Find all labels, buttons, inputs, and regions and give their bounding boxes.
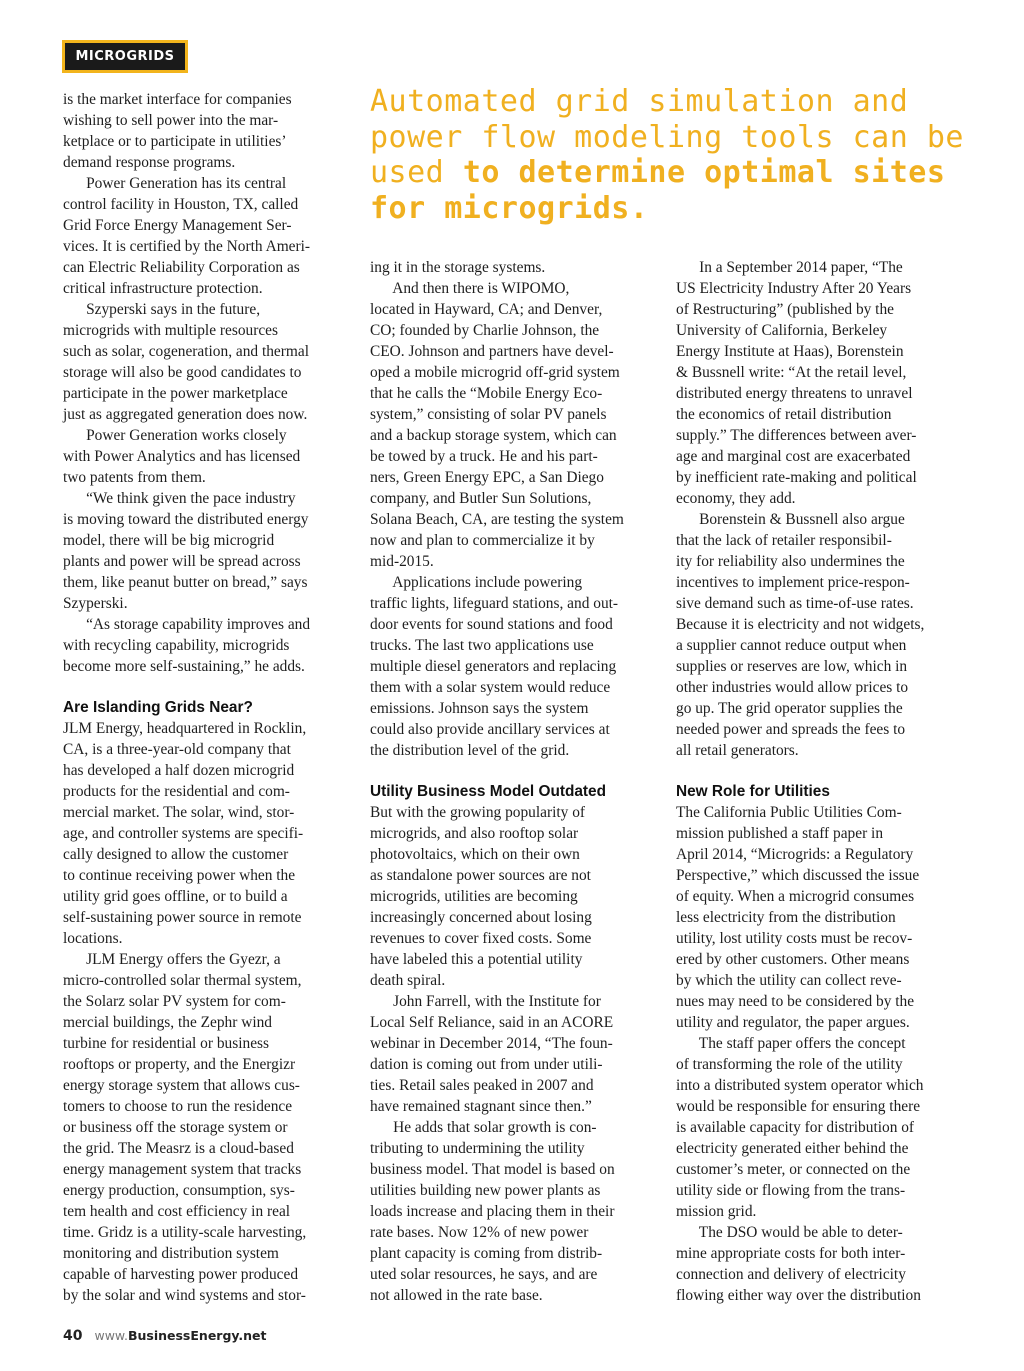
text-line: Solana Beach, CA, are testing the system [370, 511, 624, 528]
text-line: mission published a staff paper in [676, 825, 884, 842]
text-line: could also provide ancillary services at [370, 721, 610, 738]
text-line: cally designed to allow the customer [63, 846, 289, 863]
text-line: mercial buildings, the Zephr wind [63, 1014, 273, 1031]
text-line: traffic lights, lifeguard stations, and out- [370, 595, 619, 612]
text-line: CO; founded by Charlie Johnson, the [370, 322, 600, 339]
text-line: The staff paper offers the concept [676, 1035, 906, 1052]
text-line: less electricity from the distribution [676, 909, 896, 926]
pull-quote [370, 84, 990, 226]
text-line: distributed energy threatens to unravel [676, 385, 913, 402]
text-line: plant capacity is coming from distrib- [370, 1245, 603, 1262]
text-line: wishing to sell power into the mar- [63, 112, 279, 129]
text-line: by inefficient rate-making and political [676, 469, 917, 486]
text-line: them, like peanut butter on bread,” says [63, 574, 308, 591]
text-line: Power Generation works closely [63, 427, 287, 444]
text-line: mine appropriate costs for both inter- [676, 1245, 906, 1262]
text-line: now and plan to commercialize it by [370, 532, 595, 549]
text-line: time. Gridz is a utility-scale harvesting, [63, 1224, 307, 1241]
text-line: oped a mobile microgrid off-grid system [370, 364, 620, 381]
text-line: have labeled this a potential utility [370, 951, 583, 968]
text-line: such as solar, cogeneration, and thermal [63, 343, 309, 360]
text-line: death spiral. [370, 972, 446, 989]
text-line: utility and regulator, the paper argues. [676, 1014, 910, 1031]
text-line: utility side or flowing from the trans- [676, 1182, 906, 1199]
text-line: by the solar and wind systems and stor- [63, 1287, 306, 1304]
text-line: utility grid goes offline, or to build a [63, 888, 288, 905]
text-line: energy management system that tracks [63, 1161, 302, 1178]
text-line: increasingly concerned about losing [370, 909, 592, 926]
text-line: age, and controller systems are specifi- [63, 825, 304, 842]
text-line: supplies or reserves are low, which in [676, 658, 908, 675]
text-line: Local Self Reliance, said in an ACORE [370, 1014, 614, 1031]
text-line: monitoring and distribution system [63, 1245, 279, 1262]
text-line: participate in the power marketplace [63, 385, 288, 402]
website-prefix: www. [94, 1328, 128, 1343]
text-line: or business off the storage system or [63, 1119, 288, 1136]
text-line: as standalone power sources are not [370, 867, 591, 884]
text-line: tomers to choose to run the residence [63, 1098, 293, 1115]
text-line: a supplier cannot reduce output when [676, 637, 907, 654]
text-line: John Farrell, with the Institute for [370, 993, 601, 1010]
text-line: is available capacity for distribution of [676, 1119, 915, 1136]
text-line: system,” consisting of solar PV panels [370, 406, 607, 423]
text-line: micro-controlled solar thermal system, [63, 972, 302, 989]
section-tag: MICROGRIDS [62, 40, 188, 73]
text-line: The California Public Utilities Com- [676, 804, 902, 821]
text-line: photovoltaics, which on their own [370, 846, 580, 863]
text-line: In a September 2014 paper, “The [676, 259, 903, 276]
text-line: economy, they add. [676, 490, 796, 507]
text-line: just as aggregated generation does now. [63, 406, 308, 423]
text-line: tem health and cost efficiency in real [63, 1203, 291, 1220]
text-line: is moving toward the distributed energy [63, 511, 309, 528]
text-line: age and marginal cost are exacerbated [676, 448, 911, 465]
text-line: Perspective,” which discussed the issue [676, 867, 920, 884]
text-line: Grid Force Energy Management Ser- [63, 217, 292, 234]
text-line: ered by other customers. Other means [676, 951, 910, 968]
text-line: multiple diesel generators and replacing [370, 658, 617, 675]
article-column-2 [370, 257, 668, 1306]
text-line: sive demand such as time-of-use rates. [676, 595, 914, 612]
text-line: that he calls the “Mobile Energy Eco- [370, 385, 603, 402]
text-line: The DSO would be able to deter- [676, 1224, 903, 1241]
text-line: mission grid. [676, 1203, 757, 1220]
text-line: CA, is a three-year-old company that [63, 741, 291, 758]
page-number: 40 [63, 1328, 83, 1344]
text-line: “We think given the pace industry [63, 490, 296, 507]
text-line: tributing to undermining the utility [370, 1140, 585, 1157]
text-line: rate bases. Now 12% of new power [370, 1224, 589, 1241]
text-line: utilities building new power plants as [370, 1182, 601, 1199]
text-line: Applications include powering [370, 574, 583, 591]
text-line: products for the residential and com- [63, 783, 290, 800]
text-line: April 2014, “Microgrids: a Regulatory [676, 846, 914, 863]
pull-quote-bold: to determine optimal sites for microgrids. [370, 155, 946, 226]
text-line: microgrids with multiple resources [63, 322, 278, 339]
text-line: demand response programs. [63, 154, 236, 171]
text-line: by which the utility can collect reve- [676, 972, 902, 989]
text-line: capable of harvesting power produced [63, 1266, 299, 1283]
text-line: nues may need to be considered by the [676, 993, 915, 1010]
text-line: He adds that solar growth is con- [370, 1119, 597, 1136]
text-line: ties. Retail sales peaked in 2007 and [370, 1077, 594, 1094]
text-line: with Power Analytics and has licensed [63, 448, 301, 465]
text-line: the grid. The Measrz is a cloud-based [63, 1140, 294, 1157]
text-line: of Restructuring” (published by the [676, 301, 894, 318]
website-link[interactable] [94, 1328, 266, 1343]
text-line: be towed by a truck. He and his part- [370, 448, 598, 465]
text-line: Szyperski says in the future, [63, 301, 261, 318]
text-line: of transforming the role of the utility [676, 1056, 903, 1073]
text-line: storage will also be good candidates to [63, 364, 302, 381]
text-line: is the market interface for companies [63, 91, 292, 108]
text-line: ners, Green Energy EPC, a San Diego [370, 469, 604, 486]
text-line: Power Generation has its central [63, 175, 287, 192]
text-line: incentives to implement price-respon- [676, 574, 910, 591]
text-line: model, there will be big microgrid [63, 532, 275, 549]
text-line: turbine for residential or business [63, 1035, 270, 1052]
text-line: all retail generators. [676, 742, 799, 759]
text-line: JLM Energy, headquartered in Rocklin, [63, 720, 307, 737]
text-line: has developed a half dozen microgrid [63, 762, 295, 779]
text-line: Energy Institute at Haas), Borenstein [676, 343, 904, 360]
text-line: revenues to cover fixed costs. Some [370, 930, 592, 947]
text-line: ing it in the storage systems. [370, 259, 546, 276]
section-heading: Are Islanding Grids Near? [63, 699, 253, 716]
text-line: Borenstein & Bussnell also argue [676, 511, 905, 528]
text-line: the economics of retail distribution [676, 406, 892, 423]
text-line: can Electric Reliability Corporation as [63, 259, 300, 276]
text-line: company, and Butler Sun Solutions, [370, 490, 592, 507]
page-footer [63, 1328, 267, 1348]
text-line: electricity generated either behind the [676, 1140, 909, 1157]
text-line: Because it is electricity and not widgets, [676, 616, 925, 633]
text-line: energy storage system that allows cus- [63, 1077, 300, 1094]
text-line: University of California, Berkeley [676, 322, 888, 339]
text-line: mercial market. The solar, wind, stor- [63, 804, 295, 821]
text-line: supply.” The differences between aver- [676, 427, 917, 444]
text-line: “As storage capability improves and [63, 616, 311, 633]
text-line: trucks. The last two applications use [370, 637, 594, 654]
text-line: ity for reliability also undermines the [676, 553, 905, 570]
text-line: critical infrastructure protection. [63, 280, 263, 297]
text-line: mid-2015. [370, 553, 434, 570]
text-line: & Bussnell write: “At the retail level, [676, 364, 907, 381]
text-line: emissions. Johnson says the system [370, 700, 589, 717]
text-line: flowing either way over the distribution [676, 1287, 921, 1304]
section-heading: Utility Business Model Outdated [370, 783, 607, 800]
article-column-3 [676, 257, 974, 1306]
text-line: vices. It is certified by the North Ameri- [63, 238, 311, 255]
article-column-1 [63, 89, 361, 1306]
text-line: Szyperski. [63, 595, 128, 612]
text-line: needed power and spreads the fees to [676, 721, 906, 738]
text-line: US Electricity Industry After 20 Years [676, 280, 912, 297]
text-line: JLM Energy offers the Gyezr, a [63, 951, 281, 968]
text-line: the Solarz solar PV system for com- [63, 993, 286, 1010]
text-line: with recycling capability, microgrids [63, 637, 290, 654]
text-line: customer’s meter, or connected on the [676, 1161, 911, 1178]
text-line: go up. The grid operator supplies the [676, 700, 903, 717]
text-line: plants and power will be spread across [63, 553, 301, 570]
text-line: of equity. When a microgrid consumes [676, 888, 915, 905]
text-line: two patents from them. [63, 469, 206, 486]
text-line: utility, lost utility costs must be recov- [676, 930, 913, 947]
text-line: loads increase and placing them in their [370, 1203, 615, 1220]
text-line: rooftops or property, and the Energizr [63, 1056, 296, 1073]
website-name: BusinessEnergy.net [127, 1328, 267, 1343]
text-line: control facility in Houston, TX, called [63, 196, 299, 213]
text-line: microgrids, utilities are becoming [370, 888, 578, 905]
text-line: into a distributed system operator which [676, 1077, 924, 1094]
text-line: But with the growing popularity of [370, 804, 586, 821]
text-line: have remained stagnant since then.” [370, 1098, 592, 1115]
text-line: located in Hayward, CA; and Denver, [370, 301, 603, 318]
text-line: them with a solar system would reduce [370, 679, 611, 696]
text-line: door events for sound stations and food [370, 616, 613, 633]
text-line: not allowed in the rate base. [370, 1287, 543, 1304]
text-line: microgrids, and also rooftop solar [370, 825, 579, 842]
text-line: other industries would allow prices to [676, 679, 909, 696]
text-line: CEO. Johnson and partners have devel- [370, 343, 614, 360]
pull-quote-normal: Automated grid simulation and power flow modeling tools can be used [370, 84, 964, 190]
text-line: And then there is WIPOMO, [370, 280, 570, 297]
text-line: self-sustaining power source in remote [63, 909, 302, 926]
text-line: and a backup storage system, which can [370, 427, 617, 444]
text-line: become more self-sustaining,” he adds. [63, 658, 305, 675]
text-line: energy production, consumption, sys- [63, 1182, 295, 1199]
text-line: uted solar resources, he says, and are [370, 1266, 598, 1283]
text-line: business model. That model is based on [370, 1161, 615, 1178]
text-line: to continue receiving power when the [63, 867, 296, 884]
text-line: webinar in December 2014, “The foun- [370, 1035, 613, 1052]
text-line: the distribution level of the grid. [370, 742, 570, 759]
section-heading: New Role for Utilities [676, 783, 830, 800]
text-line: ketplace or to participate in utilities’ [63, 133, 287, 150]
text-line: dation is coming out from under utili- [370, 1056, 603, 1073]
text-line: would be responsible for ensuring there [676, 1098, 921, 1115]
text-line: that the lack of retailer responsibil- [676, 532, 892, 549]
text-line: locations. [63, 930, 123, 947]
text-line: connection and delivery of electricity [676, 1266, 906, 1283]
